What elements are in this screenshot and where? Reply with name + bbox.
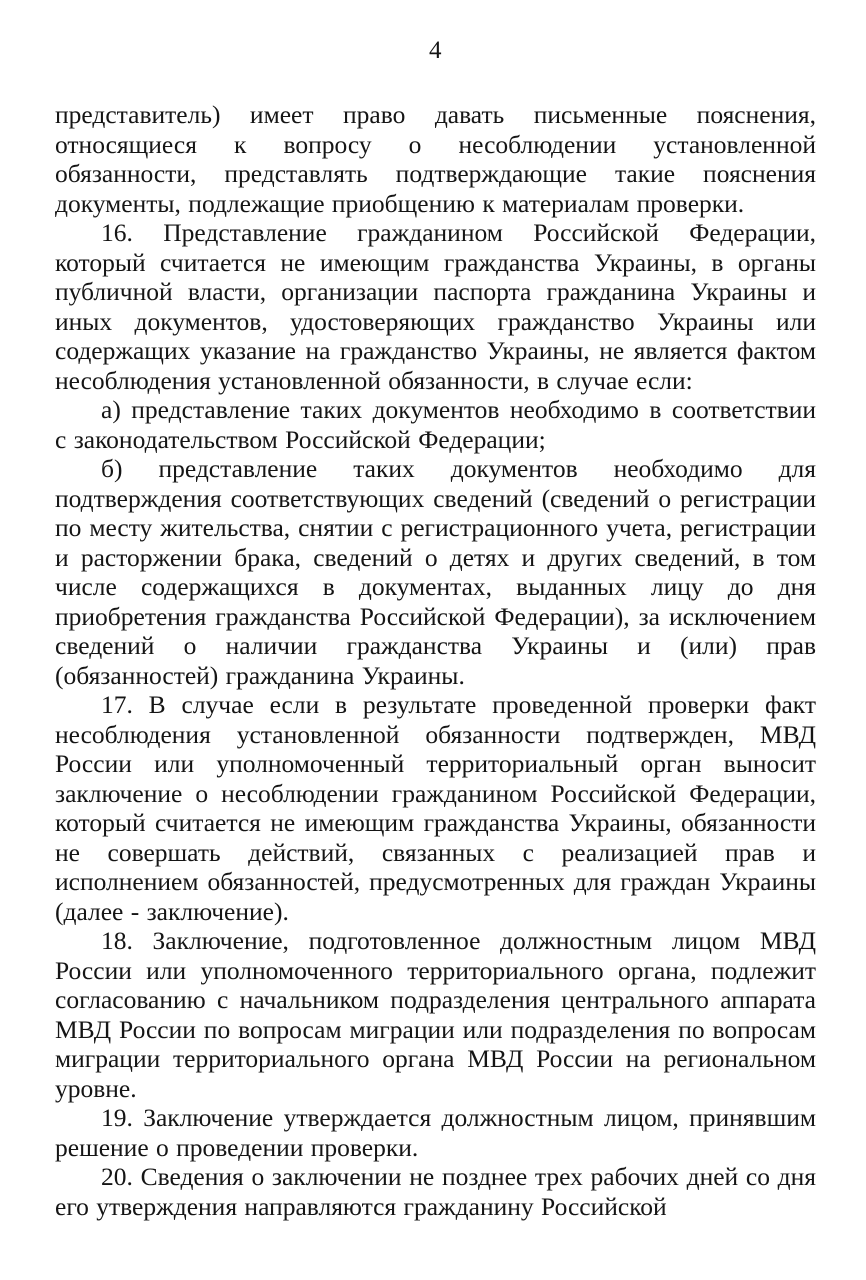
paragraph: 16. Представление гражданином Российской Федерации, который считается не имеющим гражданства Украины, в органы публичной власти, организации паспорта гражданина Украины и иных документов, удостоверяющих гражданство Украины или содержащих указание на гражданство Украины, не является фактом несоблюдения установленной обязанности, в случае если: — [55, 218, 816, 395]
paragraph: 17. В случае если в результате проведенной проверки факт несоблюдения установленной обязанности подтвержден, МВД России или уполномоченный территориальный орган выносит заключение о несоблюдении гражданином Российской Федерации, который считается не имеющим гражданства Украины, обязанности не совершать действий, связанных с реализацией прав и исполнением обязанностей, предусмотренных для граждан Украины (далее - заключение). — [55, 690, 816, 926]
page-number: 4 — [429, 37, 442, 64]
paragraph: б) представление таких документов необходимо для подтверждения соответствующих сведений (сведений о регистрации по месту жительства, снятии с регистрационного учета, регистрации и расторжении брака, сведений о детях и других сведений, в том числе содержащихся в документах, выданных лицу до дня приобретения гражданства Российской Федерации), за исключением сведений о наличии гражданства Украины и (или) прав (обязанностей) гражданина Украины. — [55, 454, 816, 690]
paragraph: 18. Заключение, подготовленное должностным лицом МВД России или уполномоченного территориального органа, подлежит согласованию с начальником подразделения центрального аппарата МВД России по вопросам миграции или подразделения по вопросам миграции территориального органа МВД России на региональном уровне. — [55, 926, 816, 1103]
paragraph: а) представление таких документов необходимо в соответствии с законодательством Российской Федерации; — [55, 395, 816, 454]
paragraph: представитель) имеет право давать письменные пояснения, относящиеся к вопросу о несоблюдении установленной обязанности, представлять подтверждающие такие пояснения документы, подлежащие приобщению к материалам проверки. — [55, 100, 816, 218]
paragraph: 20. Сведения о заключении не позднее трех рабочих дней со дня его утверждения направляются гражданину Российской — [55, 1162, 816, 1221]
document-body — [55, 100, 816, 1221]
paragraph: 19. Заключение утверждается должностным лицом, принявшим решение о проведении проверки. — [55, 1103, 816, 1162]
